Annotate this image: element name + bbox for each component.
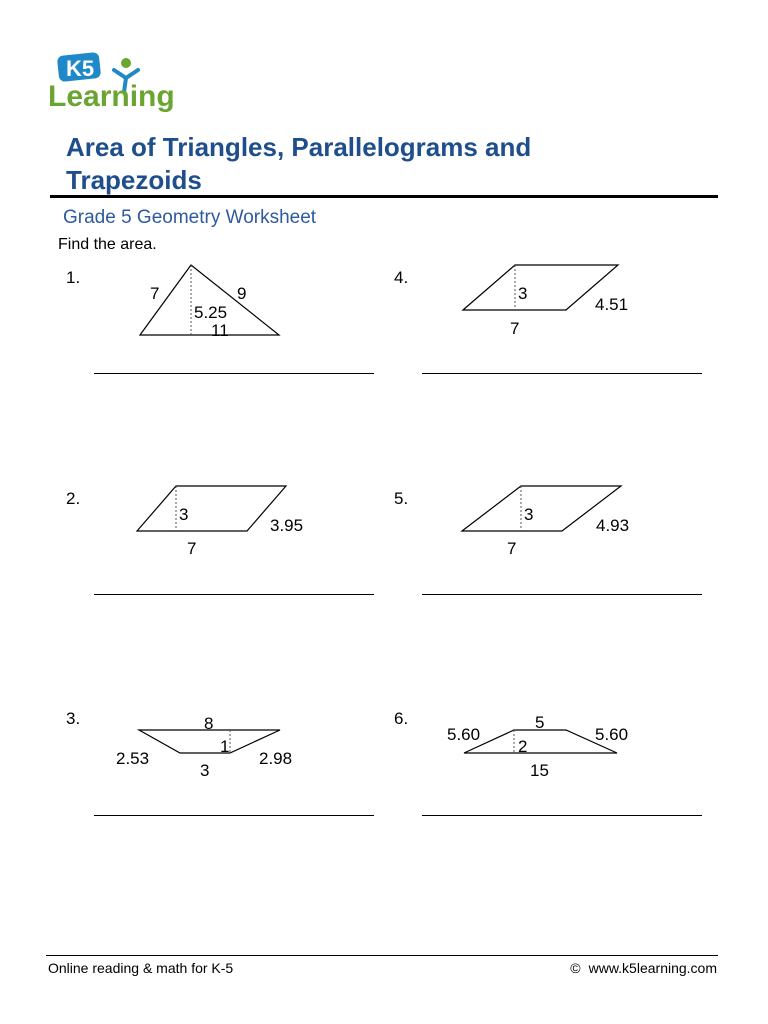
problem-number: 6.: [394, 709, 409, 728]
problem-1: [66, 268, 376, 468]
instruction-text: Find the area.: [58, 236, 157, 253]
answer-line[interactable]: [422, 815, 702, 816]
answer-line[interactable]: [422, 594, 702, 595]
height-label: 1: [220, 737, 230, 756]
problem-number: 1.: [66, 268, 81, 287]
side-label: 5.60: [595, 725, 629, 744]
side-label: 9: [237, 284, 247, 303]
side-label: 4.93: [596, 516, 630, 535]
website-link[interactable]: www.k5learning.com: [588, 960, 717, 976]
base-label: 7: [507, 539, 517, 558]
problem-2: [66, 489, 376, 689]
height-label: 3: [179, 505, 189, 524]
problem-5: [394, 489, 704, 689]
worksheet-subtitle: Grade 5 Geometry Worksheet: [63, 207, 317, 228]
top-base-label: 8: [204, 714, 214, 733]
height-label: 2: [518, 737, 528, 756]
footer-website: [570, 960, 717, 976]
side-label: 2.53: [116, 749, 150, 768]
title-divider: [50, 195, 718, 198]
problem-3: [66, 709, 376, 909]
bottom-base-label: 15: [530, 761, 549, 780]
footer-tagline: Online reading & math for K-5: [48, 960, 234, 976]
base-label: 11: [211, 321, 229, 340]
height-label: 3: [524, 505, 534, 524]
base-label: 7: [187, 539, 197, 558]
trapezoid-figure: [394, 709, 704, 829]
top-base-label: 5: [535, 713, 545, 732]
problem-number: 3.: [66, 709, 81, 728]
answer-line[interactable]: [94, 815, 374, 816]
problem-number: 4.: [394, 268, 409, 287]
problem-4: [394, 268, 704, 468]
problem-6: [394, 709, 704, 909]
worksheet-title: Area of Triangles, Parallelograms and Trapezoids: [66, 132, 532, 195]
svg-text:K5: K5: [66, 56, 95, 81]
trapezoid-figure: [66, 709, 376, 829]
parallelogram-figure: [66, 489, 376, 609]
bottom-base-label: 3: [200, 761, 210, 780]
height-label: 5.25: [194, 303, 228, 322]
answer-line[interactable]: [94, 594, 374, 595]
footer-divider: [46, 955, 718, 956]
copyright-icon: ©: [570, 960, 581, 976]
triangle-figure: [66, 268, 376, 388]
base-label: 7: [510, 319, 520, 338]
parallelogram-figure: [394, 489, 704, 609]
problem-number: 2.: [66, 489, 81, 508]
answer-line[interactable]: [94, 373, 374, 374]
side-label: 5.60: [447, 725, 481, 744]
problem-number: 5.: [394, 489, 409, 508]
k5-learning-logo: [46, 50, 188, 112]
svg-text:Learning: Learning: [48, 80, 175, 112]
side-label: 2.98: [259, 749, 293, 768]
parallelogram-figure: [394, 268, 704, 388]
height-label: 3: [518, 284, 528, 303]
side-label: 4.51: [595, 295, 629, 314]
side-label: 3.95: [270, 516, 304, 535]
side-label: 7: [150, 284, 160, 303]
answer-line[interactable]: [422, 373, 702, 374]
